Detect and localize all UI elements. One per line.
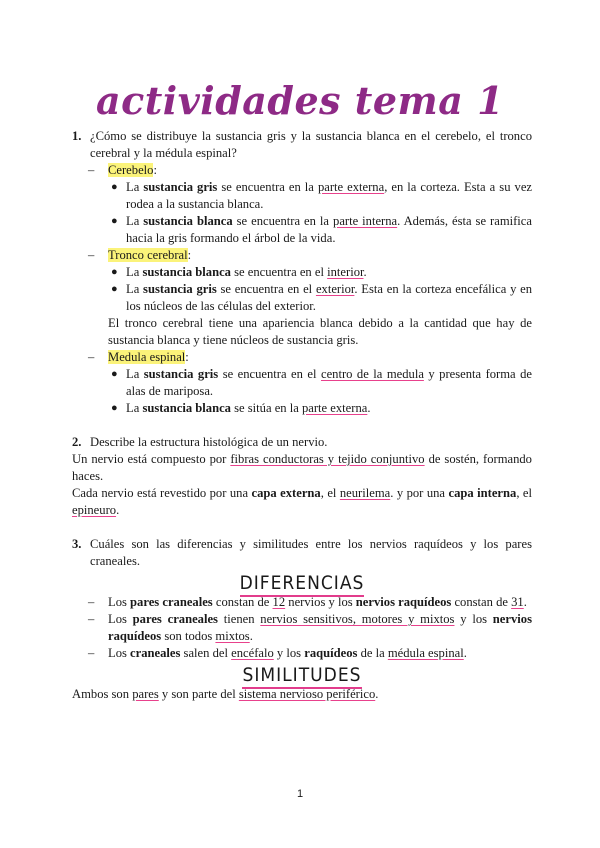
- bullet-icon: ●: [111, 368, 118, 380]
- differences-heading: DIFERENCIAS: [72, 572, 532, 594]
- list-item: – Los pares craneales tienen nervios sensitivos, motores y mixtos y los nervios raquídeos son todos mixtos.: [88, 612, 532, 643]
- question-number: 3.: [72, 537, 82, 551]
- answer-paragraph: Un nervio está compuesto por fibras conductoras y tejido conjuntivo de sostén, formando haces.: [72, 452, 532, 483]
- bullet-icon: ●: [111, 215, 118, 227]
- section-medula: – Medula espinal:: [88, 350, 189, 364]
- bullet-icon: ●: [111, 266, 118, 278]
- answer-paragraph: Ambos son pares y son parte del sistema nervioso periférico.: [72, 687, 379, 701]
- question-text: Cuáles son las diferencias y similitudes entre los nervios raquídeos y los pares craneales.: [90, 537, 532, 568]
- question-2: [72, 434, 532, 451]
- question-3: [72, 536, 532, 570]
- list-item: – Los pares craneales constan de 12 nervios y los nervios raquídeos constan de 31.: [88, 595, 527, 609]
- list-item: – Los craneales salen del encéfalo y los raquídeos de la médula espinal.: [88, 646, 467, 660]
- document-body: [72, 128, 532, 703]
- dash-marker: –: [88, 248, 95, 262]
- bullet-icon: ●: [111, 402, 118, 414]
- bullet-icon: ●: [111, 283, 118, 295]
- page-number: 1: [296, 788, 304, 800]
- page-title: actividades tema 1: [95, 78, 505, 123]
- list-item: ● La sustancia gris se encuentra en la parte externa, en la corteza. Esta a su vez rodea a la sustancia blanca.: [111, 180, 533, 211]
- question-text: ¿Cómo se distribuye la sustancia gris y la sustancia blanca en el cerebelo, el tronco cerebral y la médula espinal?: [90, 129, 532, 160]
- section-note: El tronco cerebral tiene una apariencia blanca debido a la cantidad que hay de sustancia blanca y tiene núcleos de sustancia gris.: [108, 316, 532, 347]
- question-text: Describe la estructura histológica de un nervio.: [90, 435, 328, 449]
- answer-paragraph: Cada nervio está revestido por una capa externa, el neurilema. y por una capa interna, el epineuro.: [72, 486, 533, 517]
- section-label: Tronco cerebral: [108, 248, 188, 262]
- dash-marker: –: [88, 163, 95, 177]
- dash-marker: –: [88, 646, 95, 660]
- dash-marker: –: [88, 595, 95, 609]
- section-tronco: – Tronco cerebral:: [88, 248, 192, 262]
- question-1: [72, 128, 532, 162]
- list-item: ● La sustancia blanca se encuentra en la parte interna. Además, ésta se ramifica hacia la gris formando el árbol de la vida.: [111, 214, 532, 245]
- question-number: 1.: [72, 129, 82, 143]
- bullet-icon: ●: [111, 181, 118, 193]
- list-item: ● La sustancia blanca se sitúa en la parte externa.: [111, 401, 371, 415]
- question-number: 2.: [72, 435, 82, 449]
- list-item: ● La sustancia blanca se encuentra en el interior.: [111, 265, 367, 279]
- list-item: ● La sustancia gris se encuentra en el centro de la medula y presenta forma de alas de mariposa.: [111, 367, 532, 398]
- section-cerebelo: – Cerebelo:: [88, 163, 157, 177]
- dash-marker: –: [88, 612, 95, 626]
- similarities-heading: SIMILITUDES: [72, 664, 532, 686]
- dash-marker: –: [88, 350, 95, 364]
- section-label: Cerebelo: [108, 163, 154, 177]
- list-item: ● La sustancia gris se encuentra en el exterior. Esta en la corteza encefálica y en los núcleos de las células del exterior.: [111, 282, 533, 313]
- section-label: Medula espinal: [108, 350, 186, 364]
